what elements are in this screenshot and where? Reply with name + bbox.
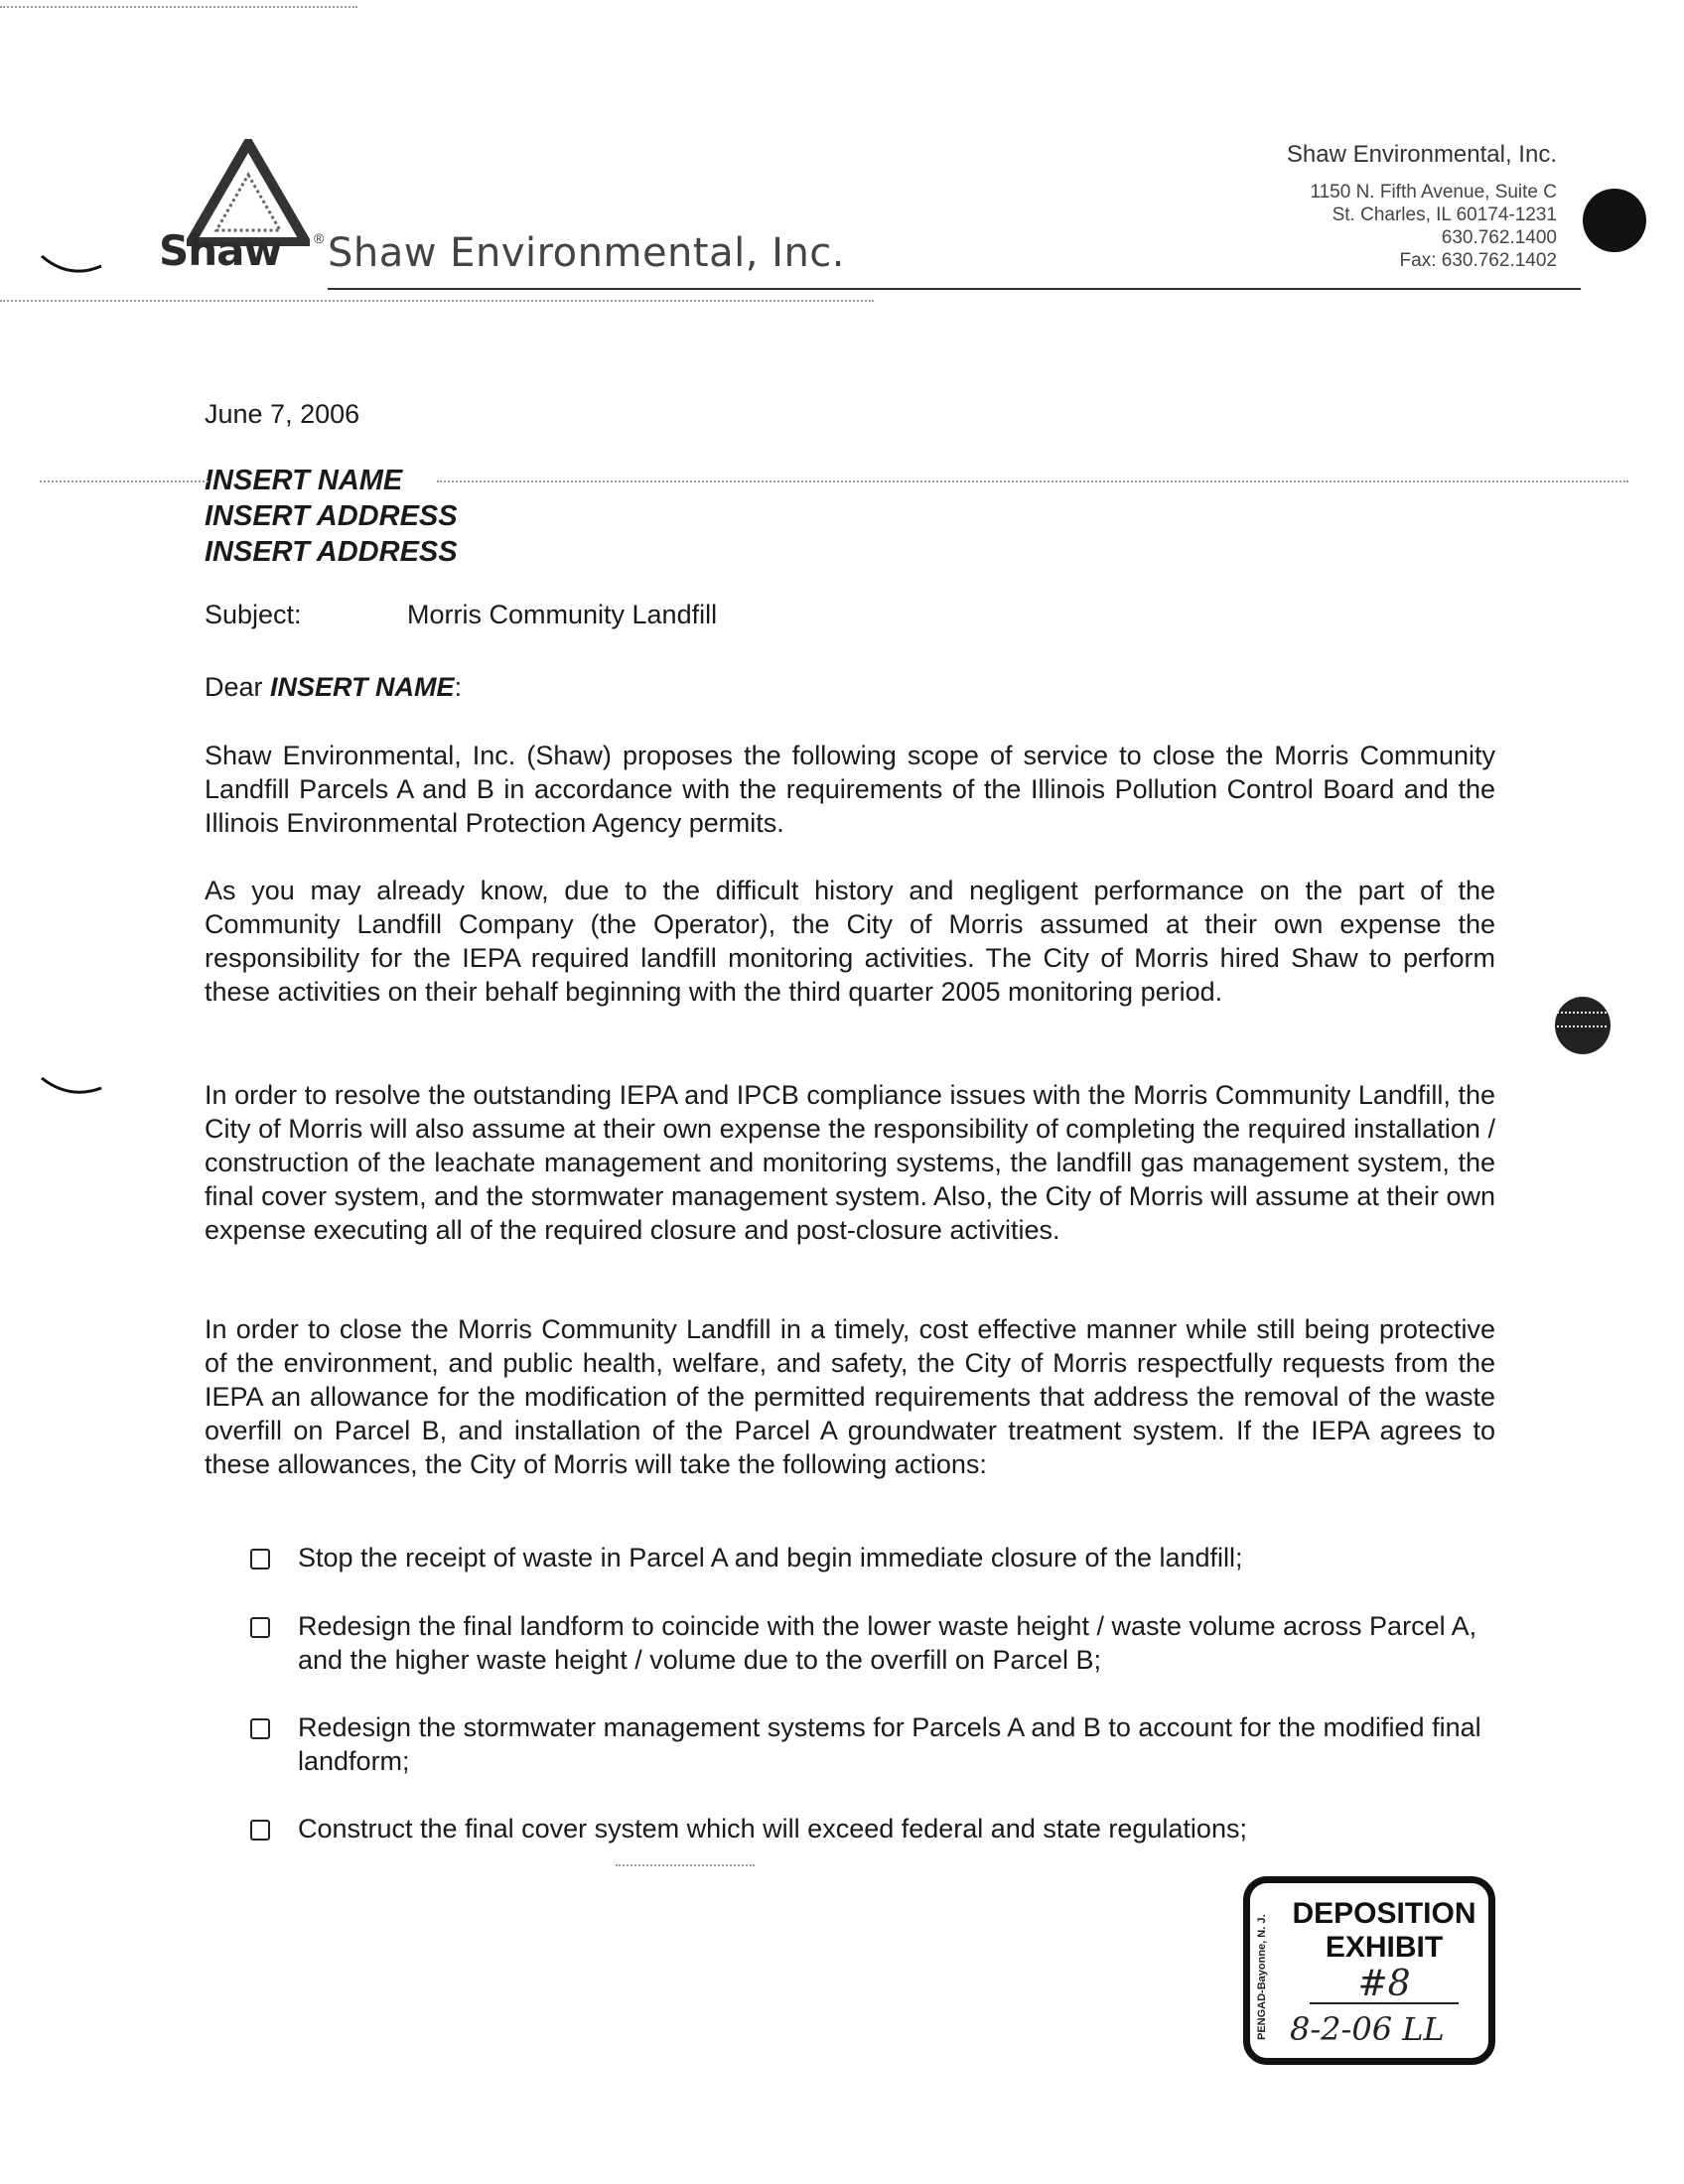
action-list-item	[248, 1541, 1489, 1574]
salutation-name: INSERT NAME	[270, 672, 455, 702]
hole-punch-mark-top	[1583, 189, 1646, 252]
scan-mark-icon	[40, 248, 109, 278]
scan-noise-line	[0, 300, 874, 302]
subject-line	[205, 598, 1495, 631]
action-text: Stop the receipt of waste in Parcel A and begin immediate closure of the landfill;	[298, 1543, 1243, 1572]
action-list-item	[248, 1812, 1489, 1845]
subject-label: Subject:	[205, 600, 302, 629]
logo-wordmark: Shaw	[159, 226, 282, 275]
company-wordmark: Shaw Environmental, Inc.	[328, 230, 846, 276]
stamp-date: 8-2-06 LL	[1290, 2010, 1445, 2048]
action-list-item	[248, 1710, 1489, 1778]
stamp-title	[1280, 1897, 1488, 1965]
letterhead-address-line1: 1150 N. Fifth Avenue, Suite C	[1310, 182, 1557, 203]
stamp-title-line1: DEPOSITION	[1292, 1897, 1476, 1930]
hole-punch-mark-icon	[1551, 993, 1614, 1058]
letterhead-address-line2: St. Charles, IL 60174-1231	[1332, 205, 1557, 225]
action-text: Construct the final cover system which will exceed federal and state regulations;	[298, 1814, 1247, 1843]
salutation-prefix: Dear	[205, 672, 271, 702]
salutation-suffix: :	[454, 672, 463, 702]
action-text: Redesign the stormwater management systems for Parcels A and B to account for the modified final landform;	[298, 1712, 1481, 1776]
letterhead-rule	[328, 288, 1581, 290]
paragraph-compliance: In order to resolve the outstanding IEPA and IPCB compliance issues with the Morris Community Landfill, the City of Morris will also assume at their own expense the responsibility of completing the required installation / construction of the leachate management and monitoring systems, the landfill gas management system, the final cover system, and the stormwater management system. Also, the City of Morris will assume at their own expense executing all of the required closure and post-closure activities.	[205, 1080, 1495, 1245]
subject-value: Morris Community Landfill	[407, 600, 718, 629]
paragraph-request: In order to close the Morris Community Landfill in a timely, cost effective manner while still being protective of the environment, and public health, welfare, and safety, the City of Morris respectfully requests from the IEPA an allowance for the modification of the permitted requirements that address the removal of the waste overfill on Parcel B, and installation of the Parcel A groundwater treatment system. If the IEPA agrees to these allowances, the City of Morris will take the following actions:	[205, 1314, 1495, 1479]
letterhead-address-block	[1287, 141, 1557, 272]
stamp-exhibit-number: #8	[1310, 1967, 1459, 2004]
letter-date: June 7, 2006	[205, 399, 360, 429]
recipient-name: INSERT NAME	[205, 465, 403, 496]
scan-noise-line	[40, 480, 209, 482]
letterhead-fax: Fax: 630.762.1402	[1399, 250, 1557, 271]
scan-noise-line	[437, 480, 1628, 482]
stamp-vendor-text: PENGAD-Bayonne, N. J.	[1256, 1914, 1268, 2041]
checkbox-bullet-icon	[250, 1820, 270, 1841]
checkbox-bullet-icon	[250, 1617, 270, 1638]
checkbox-bullet-icon	[250, 1718, 270, 1739]
registered-mark: ®	[314, 230, 325, 246]
letterhead-company-name: Shaw Environmental, Inc.	[1286, 141, 1557, 168]
scan-noise-line	[0, 6, 357, 8]
action-list-item	[248, 1609, 1489, 1677]
paragraph-scope: Shaw Environmental, Inc. (Shaw) proposes the following scope of service to close the Morris Community Landfill Parcels A and B in accordance with the requirements of the Illinois Pollution Control Board and the Illinois Environmental Protection Agency permits.	[205, 741, 1495, 838]
letterhead-phone: 630.762.1400	[1441, 227, 1557, 248]
salutation	[205, 670, 1495, 704]
recipient-block	[205, 463, 1495, 570]
action-text: Redesign the final landform to coincide with the lower waste height / waste volume across Parcel A, and the higher waste height / volume due to the overfill on Parcel B;	[298, 1611, 1477, 1675]
deposition-exhibit-stamp	[1243, 1876, 1495, 2065]
recipient-address-line2: INSERT ADDRESS	[205, 536, 458, 568]
stamp-title-line2: EXHIBIT	[1325, 1931, 1444, 1964]
scan-noise-line	[616, 1864, 755, 1866]
checkbox-bullet-icon	[250, 1549, 270, 1570]
paragraph-history: As you may already know, due to the difficult history and negligent performance on the part of the Community Landfill Company (the Operator), the City of Morris assumed at their own expense the responsibility for the IEPA required landfill monitoring activities. The City of Morris hired Shaw to perform these activities on their behalf beginning with the third quarter 2005 monitoring period.	[205, 876, 1495, 1007]
recipient-address-line1: INSERT ADDRESS	[205, 500, 458, 532]
scan-mark-icon	[40, 1072, 109, 1102]
